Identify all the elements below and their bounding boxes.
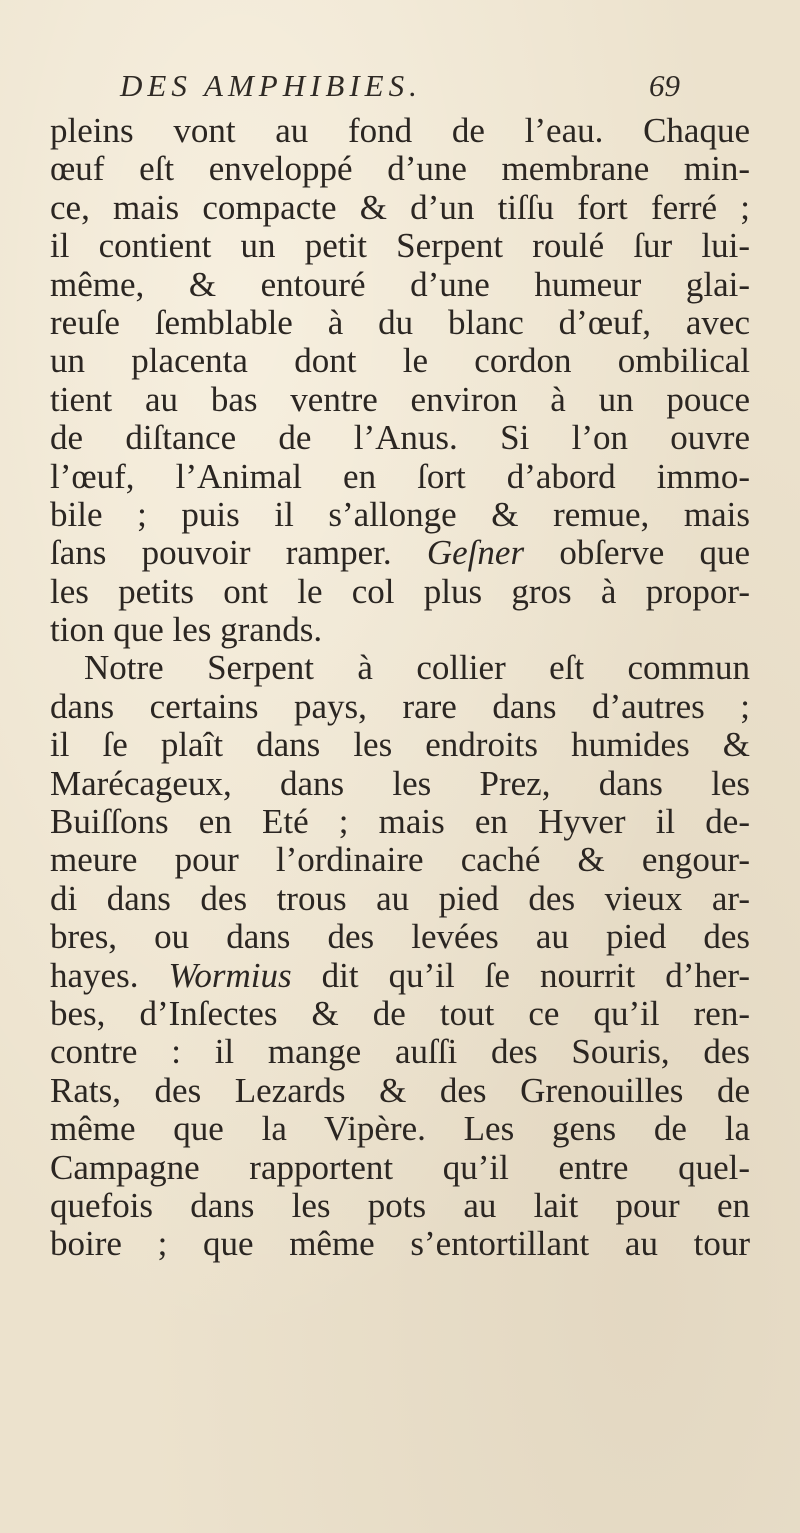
text-line: tion que les grands. bbox=[50, 610, 323, 650]
text-line: l’œuf, l’Animal en ſort d’abord immo- bbox=[50, 456, 750, 496]
text-line: tient au bas ventre environ à un pouce bbox=[50, 379, 750, 419]
text-line: même, & entouré d’une humeur glai- bbox=[50, 264, 750, 304]
text-line: de diſtance de l’Anus. Si l’on ouvre bbox=[50, 418, 750, 458]
text-line: un placenta dont le cordon ombilical bbox=[50, 341, 750, 381]
text-line: pleins vont au fond de l’eau. Chaque bbox=[50, 111, 750, 150]
text-line: œuf eſt enveloppé d’une membrane min- bbox=[50, 149, 750, 189]
text-line: Marécageux, dans les Prez, dans les bbox=[50, 763, 750, 803]
text-fragment: obſerve que bbox=[559, 533, 751, 573]
text-fragment: hayes. bbox=[50, 955, 139, 995]
text-line: bres, ou dans des levées au pied des bbox=[50, 917, 750, 957]
text-line: contre : il mange auſſi des Souris, des bbox=[50, 1032, 750, 1072]
text-line-wormius bbox=[50, 957, 750, 995]
text-line: boire ; que même s’entortillant au tour bbox=[50, 1224, 750, 1264]
text-line: reuſe ſemblable à du blanc d’œuf, avec bbox=[50, 302, 750, 342]
running-head-title: DES AMPHIBIES. bbox=[120, 68, 422, 103]
author-name-gesner: Geſner bbox=[426, 533, 525, 573]
text-line: même que la Vipère. Les gens de la bbox=[50, 1109, 750, 1149]
text-fragment: dit qu’il ſe nourrit d’her- bbox=[321, 955, 750, 995]
text-line: dans certains pays, rare dans d’autres ; bbox=[50, 686, 750, 726]
text-fragment: ſans pouvoir ramper. bbox=[50, 533, 392, 573]
text-line: Notre Serpent à collier eſt commun bbox=[84, 648, 750, 688]
text-line: quefois dans les pots au lait pour en bbox=[50, 1185, 750, 1225]
running-head bbox=[120, 68, 680, 108]
text-line: ce, mais compacte & d’un tiſſu fort ferré ; bbox=[50, 187, 750, 227]
author-name-wormius: Wormius bbox=[168, 955, 292, 995]
body-text bbox=[50, 112, 750, 1264]
text-line-gesner bbox=[50, 534, 750, 572]
text-line: il ſe plaît dans les endroits humides & bbox=[50, 725, 750, 765]
text-line: il contient un petit Serpent roulé ſur lui- bbox=[50, 226, 750, 266]
text-line: bes, d’Inſectes & de tout ce qu’il ren- bbox=[50, 993, 750, 1033]
text-line: Campagne rapportent qu’il entre quel- bbox=[50, 1147, 750, 1187]
text-line: Buiſſons en Eté ; mais en Hyver il de- bbox=[50, 802, 750, 842]
text-line: Rats, des Lezards & des Grenouilles de bbox=[50, 1070, 750, 1110]
text-line: les petits ont le col plus gros à propor- bbox=[50, 571, 750, 611]
text-line: bile ; puis il s’allonge & remue, mais bbox=[50, 494, 750, 534]
text-line: meure pour l’ordinaire caché & engour- bbox=[50, 840, 750, 880]
text-line: di dans des trous au pied des vieux ar- bbox=[50, 878, 750, 918]
page-number: 69 bbox=[649, 68, 680, 103]
